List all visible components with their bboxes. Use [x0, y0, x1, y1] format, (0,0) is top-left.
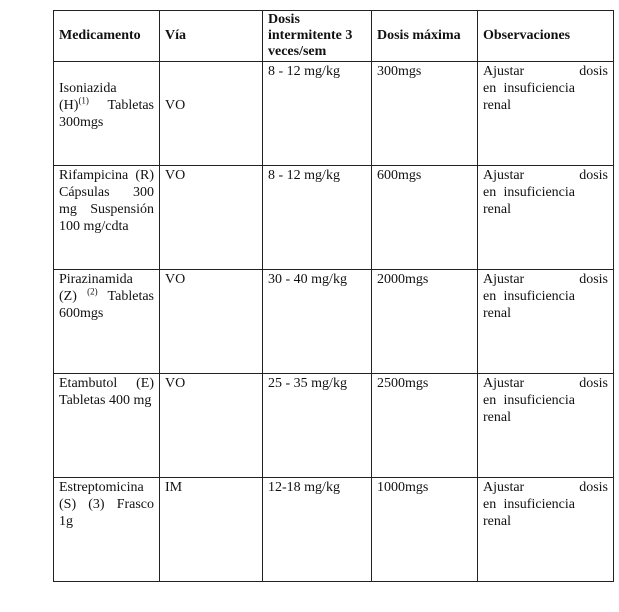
cell-observaciones — [478, 270, 614, 374]
header-medicamento: Medicamento — [54, 11, 160, 62]
med-name: Isoniazida — [59, 81, 117, 96]
cell-via: VO — [160, 374, 263, 478]
med-detail: Cápsulas 300 mg Suspensión 100 mg/cdta — [59, 185, 154, 234]
obs-line1: Ajustar dosis — [483, 376, 608, 391]
obs-rest: en insuficiencia renal — [483, 185, 575, 217]
cell-via: VO — [160, 166, 263, 270]
cell-dosis: 8 - 12 mg/kg — [263, 62, 372, 166]
cell-observaciones — [478, 478, 614, 582]
table-row — [54, 478, 614, 582]
table-row — [54, 374, 614, 478]
med-detail: Tabletas 400 mg — [59, 393, 152, 408]
med-name: Rifampicina — [59, 168, 129, 183]
obs-line1: Ajustar dosis — [483, 272, 608, 287]
cell-observaciones — [478, 374, 614, 478]
cell-dosis: 12-18 mg/kg — [263, 478, 372, 582]
cell-observaciones — [478, 166, 614, 270]
table-row — [54, 270, 614, 374]
cell-via — [160, 62, 263, 166]
cell-medicamento — [54, 478, 160, 582]
obs-rest: en insuficiencia renal — [483, 497, 575, 529]
header-dosis-intermitente: Dosis intermitente 3 veces/sem — [263, 11, 372, 62]
med-abbr: (R) — [135, 168, 154, 183]
cell-maxima: 300mgs — [372, 62, 478, 166]
cell-maxima: 600mgs — [372, 166, 478, 270]
med-name: Estreptomicina — [59, 480, 144, 495]
obs-rest: en insuficiencia renal — [483, 289, 575, 321]
med-detail: Tabletas 600mgs — [59, 289, 154, 321]
header-dosis-maxima: Dosis máxima — [372, 11, 478, 62]
via-value: VO — [165, 98, 186, 113]
table-row — [54, 166, 614, 270]
obs-line1: Ajustar dosis — [483, 64, 608, 79]
med-abbr: (Z) — [59, 289, 77, 304]
med-footnote: (2) — [87, 286, 98, 297]
drug-dosage-table — [53, 10, 614, 582]
med-detail: Tabletas 300mgs — [59, 98, 154, 130]
obs-rest: en insuficiencia renal — [483, 81, 575, 113]
cell-observaciones — [478, 62, 614, 166]
cell-dosis: 30 - 40 mg/kg — [263, 270, 372, 374]
header-row — [54, 11, 614, 62]
obs-line1: Ajustar dosis — [483, 480, 608, 495]
cell-via: VO — [160, 270, 263, 374]
med-abbr: (S) (3) — [59, 497, 105, 512]
cell-maxima: 2000mgs — [372, 270, 478, 374]
cell-medicamento — [54, 166, 160, 270]
med-detail: Frasco 1g — [59, 497, 155, 529]
cell-medicamento — [54, 62, 160, 166]
med-name: Etambutol — [59, 376, 118, 391]
med-name: Pirazinamida — [59, 272, 133, 287]
header-observaciones: Observaciones — [478, 11, 614, 62]
obs-rest: en insuficiencia renal — [483, 393, 575, 425]
table-row — [54, 62, 614, 166]
med-footnote: (1) — [78, 95, 89, 106]
cell-dosis: 25 - 35 mg/kg — [263, 374, 372, 478]
cell-dosis: 8 - 12 mg/kg — [263, 166, 372, 270]
cell-via: IM — [160, 478, 263, 582]
cell-maxima: 2500mgs — [372, 374, 478, 478]
header-via: Vía — [160, 11, 263, 62]
cell-medicamento — [54, 270, 160, 374]
obs-line1: Ajustar dosis — [483, 168, 608, 183]
med-abbr: (E) — [136, 376, 154, 391]
cell-medicamento — [54, 374, 160, 478]
med-abbr: (H) — [59, 98, 79, 113]
cell-maxima: 1000mgs — [372, 478, 478, 582]
